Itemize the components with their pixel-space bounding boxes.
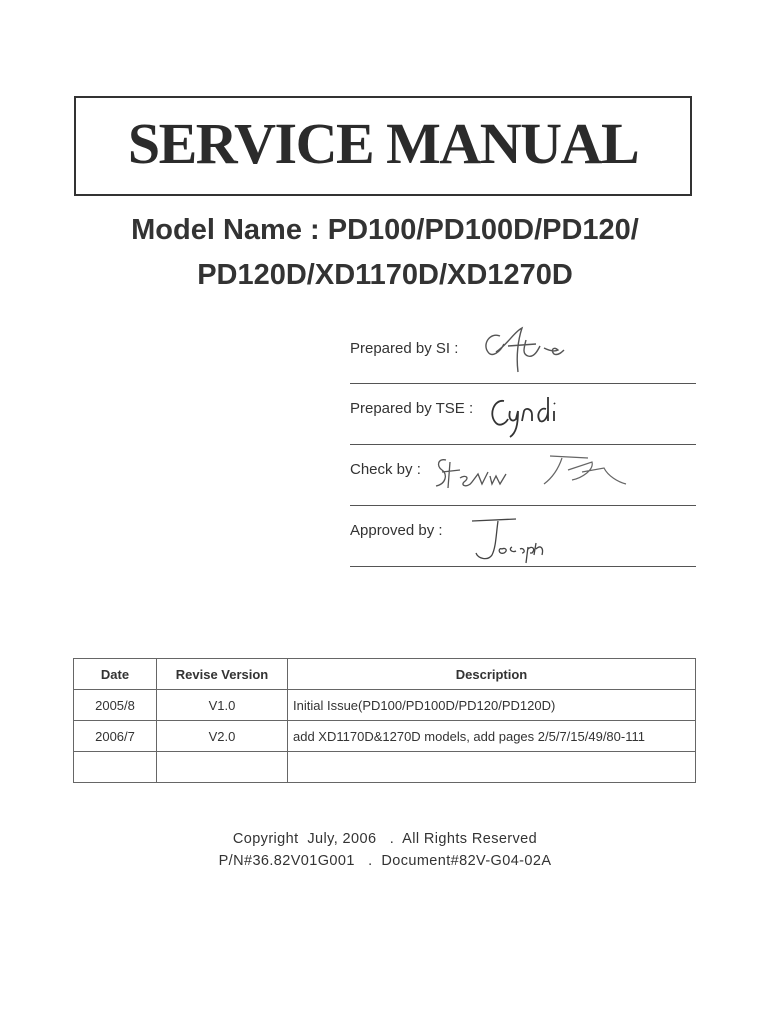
title-box	[74, 96, 692, 196]
cell-version: V1.0	[157, 690, 288, 721]
signature-gaffer-icon	[478, 322, 578, 382]
revision-table	[73, 658, 696, 783]
signature-cyndi-icon	[486, 393, 576, 443]
cell-description: Initial Issue(PD100/PD100D/PD120/PD120D)	[288, 690, 696, 721]
part-number-line: P/N#36.82V01G001 . Document#82V-G04-02A	[218, 853, 552, 869]
header-date: Date	[74, 659, 157, 690]
header-description: Description	[288, 659, 696, 690]
signature-line	[350, 383, 696, 384]
signature-label: Prepared by TSE :	[350, 400, 474, 417]
signature-steven-icon	[432, 448, 652, 498]
model-name-line-2: PD120D/XD1170D/XD1270D	[197, 259, 573, 291]
signature-label: Check by :	[350, 461, 421, 478]
table-row	[74, 752, 696, 783]
signature-row-prepared-tse	[350, 385, 696, 445]
signature-line	[350, 444, 696, 445]
signature-row-approved	[350, 507, 696, 567]
document-title: SERVICE MANUAL	[127, 111, 639, 176]
signature-joseph-icon	[462, 513, 562, 573]
table-row	[74, 690, 696, 721]
cell-version	[157, 752, 288, 783]
cell-version: V2.0	[157, 721, 288, 752]
signature-row-check	[350, 446, 696, 506]
signature-line	[350, 566, 696, 567]
table-header-row	[74, 659, 696, 690]
cell-date	[74, 752, 157, 783]
cell-description	[288, 752, 696, 783]
cell-date: 2005/8	[74, 690, 157, 721]
signature-row-prepared-si	[350, 324, 696, 384]
cell-date: 2006/7	[74, 721, 157, 752]
cell-description: add XD1170D&1270D models, add pages 2/5/7/15/49/80-111	[288, 721, 696, 752]
signature-label: Approved by :	[350, 522, 443, 539]
signature-line	[350, 505, 696, 506]
table-row	[74, 721, 696, 752]
signature-label: Prepared by SI :	[350, 340, 459, 357]
copyright-line: Copyright July, 2006 . All Rights Reserved	[232, 831, 538, 847]
model-name-line-1: Model Name : PD100/PD100D/PD120/	[131, 214, 639, 246]
header-revise-version: Revise Version	[157, 659, 288, 690]
